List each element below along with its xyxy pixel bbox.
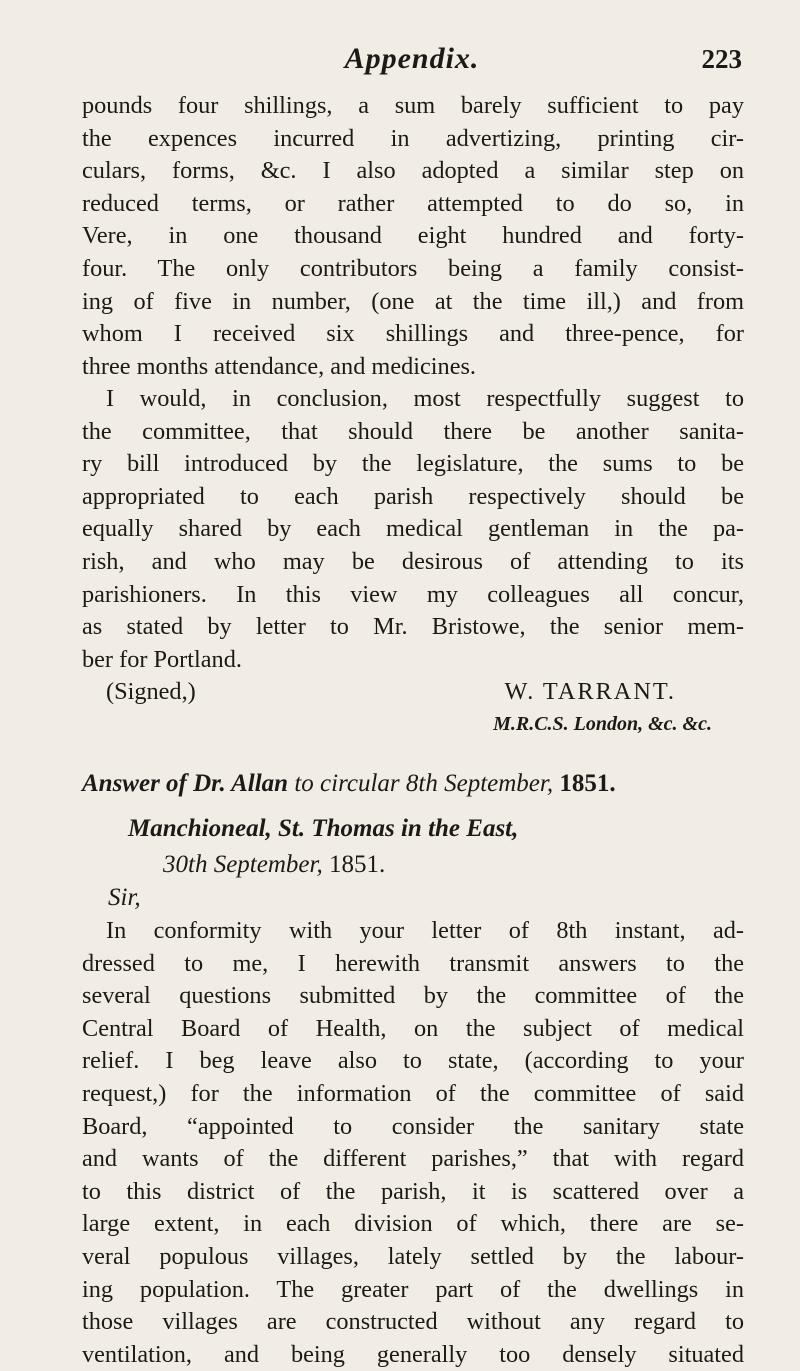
text-line: relief. I beg leave also to state, (according to your	[82, 1047, 744, 1075]
text-line: culars, forms, &c. I also adopted a similar step on	[82, 157, 744, 185]
text-line: three months attendance, and medicines.	[82, 352, 477, 380]
text-line: four. The only contributors being a family consist-	[82, 254, 744, 282]
signature-block	[82, 678, 744, 712]
text-line: and wants of the different parishes,” that with regard	[82, 1145, 744, 1173]
letter-date-text: 30th September,	[163, 851, 329, 878]
text-line: as stated by letter to Mr. Bristowe, the senior mem-	[82, 613, 744, 641]
letter-date	[163, 851, 385, 879]
text-line: request,) for the information of the committee of said	[82, 1079, 744, 1107]
text-line: the expences incurred in advertizing, printing cir-	[82, 124, 744, 152]
text-line: pounds four shillings, a sum barely sufficient to pay	[82, 92, 744, 119]
text-line: Vere, in one thousand eight hundred and forty-	[82, 222, 744, 250]
salutation: Sir,	[108, 884, 141, 911]
text-line: equally shared by each medical gentleman in the pa-	[82, 515, 744, 543]
text-line: I would, in conclusion, most respectfully suggest to	[106, 385, 744, 412]
paragraph-1	[82, 90, 744, 383]
running-head: Appendix.	[344, 42, 480, 75]
signatory-credentials: M.R.C.S. London, &c. &c.	[493, 713, 712, 735]
letter-place-text: Manchioneal, St. Thomas in the East,	[128, 815, 519, 842]
text-line: several questions submitted by the committee of the	[82, 982, 744, 1010]
answer-heading-year: 1851.	[559, 770, 616, 797]
text-line: the committee, that should there be another sanita-	[82, 417, 744, 445]
text-line: parishioners. In this view my colleagues all concur,	[82, 580, 744, 608]
text-line: In conformity with your letter of 8th instant, ad-	[106, 917, 744, 944]
text-line: appropriated to each parish respectively should be	[82, 482, 744, 510]
letter-body	[82, 915, 744, 1371]
text-line: Board, “appointed to consider the sanitary state	[82, 1112, 744, 1140]
text-line: ber for Portland.	[82, 645, 242, 673]
text-line: ry bill introduced by the legislature, the sums to be	[82, 450, 744, 478]
text-line: ing of five in number, (one at the time ill,) and from	[82, 287, 744, 315]
page-number: 223	[701, 44, 742, 74]
text-line: rish, and who may be desirous of attending to its	[82, 547, 744, 575]
signed-label: (Signed,)	[106, 678, 196, 705]
signatory-name: W. TARRANT.	[504, 678, 676, 705]
text-line: whom I received six shillings and three-pence, for	[82, 320, 744, 348]
text-line: dressed to me, I herewith transmit answers to the	[82, 949, 744, 977]
text-line: reduced terms, or rather attempted to do so, in	[82, 189, 744, 217]
text-line: ing population. The greater part of the dwellings in	[82, 1275, 744, 1303]
letter-date-year: 1851.	[328, 851, 386, 878]
letter-place	[128, 815, 518, 843]
answer-heading	[82, 770, 616, 798]
answer-heading-title: Answer of Dr. Allan	[82, 770, 289, 797]
text-line: veral populous villages, lately settled by the labour-	[82, 1242, 744, 1270]
answer-heading-date: to circular 8th September,	[288, 770, 560, 797]
text-line: to this district of the parish, it is scattered over a	[82, 1177, 744, 1205]
text-line: Central Board of Health, on the subject of medical	[82, 1014, 744, 1042]
text-line: large extent, in each division of which, there are se-	[82, 1210, 744, 1238]
page-header	[82, 40, 742, 90]
text-line: ventilation, and being generally too densely situated	[82, 1340, 744, 1368]
paragraph-2	[82, 383, 744, 676]
text-line: those villages are constructed without any regard to	[82, 1308, 744, 1336]
